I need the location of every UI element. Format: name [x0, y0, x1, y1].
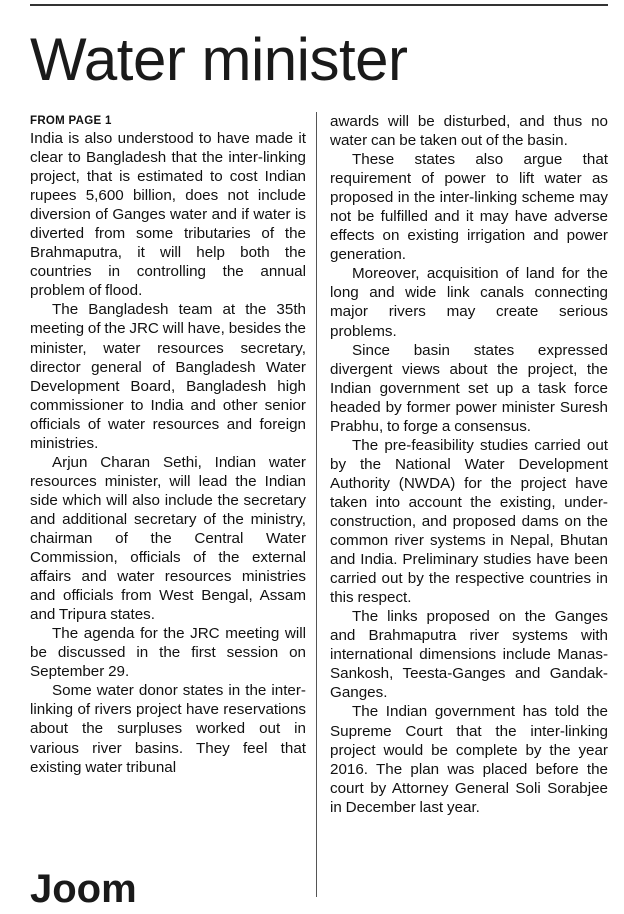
article-column-right: [330, 112, 608, 817]
paragraph: Arjun Charan Sethi, Indian water resources minister, will lead the Indian side which will also include the secretary and additional secretary of the ministry, chairman of the Central Water Commission, officials of the external affairs and water resources ministries and officials from West Bengal, Assam and Tripura states.: [30, 453, 306, 624]
top-rule: [30, 4, 608, 6]
paragraph: Moreover, acquisition of land for the long and wide link canals connecting major rivers may create serious problems.: [330, 265, 608, 340]
paragraph: Some water donor states in the inter-linking of rivers project have reservations about the surpluses worked out in various river basins. They feel that existing water tribunal: [30, 682, 306, 776]
paragraph: These states also argue that requirement of power to lift water as proposed in the inter-linking scheme may not be fulfilled and it may have adverse effects on existing irrigation and power generation.: [330, 151, 608, 264]
paragraph: Since basin states expressed divergent views about the project, the Indian government set up a task force headed by former power minister Suresh Prabhu, to forge a consensus.: [330, 341, 608, 435]
paragraph: awards will be disturbed, and thus no water can be taken out of the basin.: [330, 113, 608, 150]
paragraph: The Bangladesh team at the 35th meeting of the JRC will have, besides the minister, water resources secretary, director general of Bangladesh Water Development Board, Bangladesh high commissioner to India and other senior officials of water resources and foreign ministries.: [30, 301, 306, 452]
article-headline: Water minister: [30, 26, 408, 93]
paragraph: The agenda for the JRC meeting will be discussed in the first session on September 29.: [30, 625, 306, 681]
paragraph: India is also understood to have made it clear to Bangladesh that the inter-linking project, that is estimated to cost Indian rupees 5,600 billion, does not include diversion of Ganges water and if water is diverted from some tributaries of the Brahmaputra, it will help both the countries in controlling the annual problem of flood.: [30, 130, 306, 300]
paragraph: The Indian government has told the Supreme Court that the inter-linking project would be complete by the year 2016. The plan was placed before the court by Attorney General Soli Sorabjee in December last year.: [330, 703, 608, 816]
next-article-headline-fragment: Joom: [30, 867, 137, 911]
paragraph: The pre-feasibility studies carried out by the National Water Development Authority (NWDA) for the project have taken into account the existing, under-construction, and proposed dams on the common river systems in Nepal, Bhutan and India. Preliminary studies have been carried out by the respective countries in this respect.: [330, 436, 608, 607]
paragraph: The links proposed on the Ganges and Brahmaputra river systems with international dimensions include Manas-Sankosh, Teesta-Ganges and Gandak-Ganges.: [330, 608, 608, 702]
article-column-left: [30, 112, 306, 777]
continuation-kicker: FROM PAGE 1: [30, 115, 112, 127]
column-divider: [316, 112, 317, 897]
